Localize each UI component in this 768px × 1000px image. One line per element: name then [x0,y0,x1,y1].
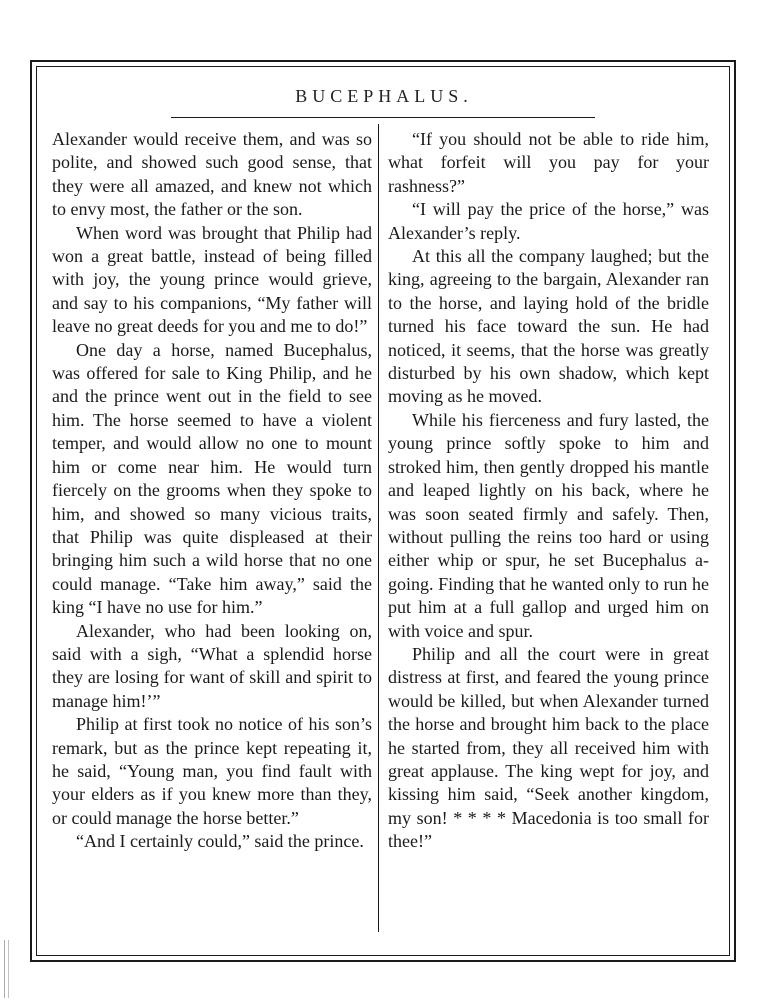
paragraph: “If you should not be able to ride him, what forfeit will you pay for your rashness?” [388,129,709,196]
paragraph: “And I certainly could,” said the prince. [76,831,364,852]
title-underline [171,117,595,118]
paragraph: At this all the company laughed; but the king, agreeing to the bargain, Alexander ran to the horse, and laying hold of the bridle turned his face toward the sun. He had noticed, it seems, that the horse was greatly disturbed by his own shadow, which kept moving as he moved. [388,246,709,407]
paragraph: Philip at first took no notice of his son’s remark, but as the prince kept repeating it, he said, “Young man, you find fault with your elders as if you knew more than they, or could manage the horse better.” [52,714,372,828]
paragraph: While his fierceness and fury lasted, the young prince softly spoke to him and stroked him, then gently dropped his mantle and leaped lightly on his back, where he was soon seated firmly and safely. Then, without pulling the reins too hard or using either whip or spur, he set Bucephalus a-going. Finding that he wanted only to run he put him at a full gallop and urged him on with voice and spur. [388,409,709,641]
right-column [388,128,709,854]
paragraph: Alexander would receive them, and was so polite, and showed such good sense, that they were all amazed, and knew not which to envy most, the father or the son. [52,129,372,220]
paragraph: One day a horse, named Bucephalus, was offered for sale to King Philip, and he and the prince went out in the field to see him. The horse seemed to have a violent temper, and would allow no one to mount him or come near him. He would turn fiercely on the grooms when they spoke to him, and showed so many vicious traits, that Philip was quite displeased at their bringing him such a wild horse that no one could manage. “Take him away,” said the king “I have no use for him.” [52,339,372,618]
binding-margin-mark [4,940,9,998]
paragraph: Alexander, who had been looking on, said with a sigh, “What a splendid horse they are losing for want of skill and spirit to manage him!’” [52,620,372,711]
left-column [52,128,372,854]
paragraph: When word was brought that Philip had won a great battle, instead of being filled with joy, the young prince would grieve, and say to his companions, “My father will leave no great deeds for you and me to do!” [52,222,372,337]
paragraph: “I will pay the price of the horse,” was Alexander’s reply. [388,199,709,243]
column-divider [378,124,379,932]
paragraph: Philip and all the court were in great distress at first, and feared the young prince would be killed, but when Alexander turned the horse and brought him back to the place he started from, they all received him with great applause. The king wept for joy, and kissing him said, “Seek another kingdom, my son! * * * * Macedonia is too small for thee!” [388,643,709,852]
page-title: BUCEPHALUS. [295,86,473,106]
